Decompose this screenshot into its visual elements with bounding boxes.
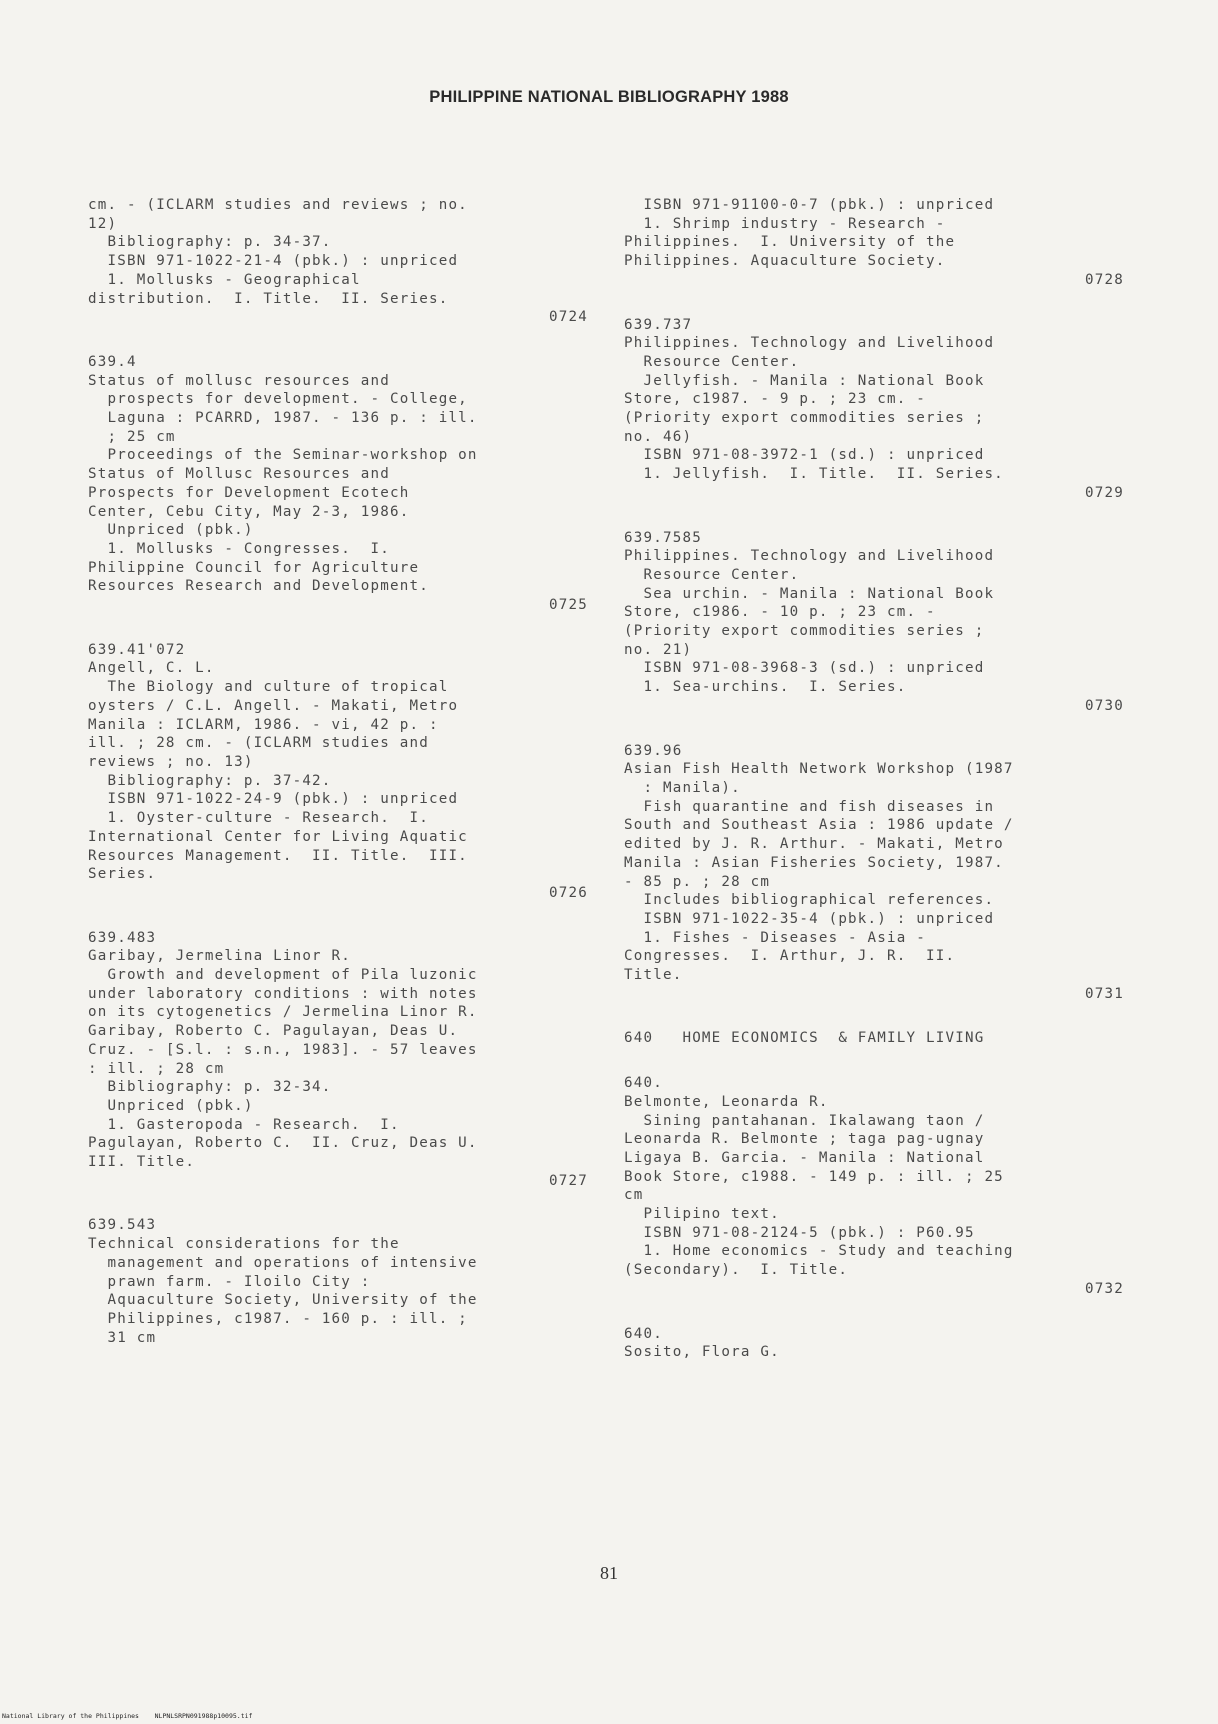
entry-number: 0727 (549, 1172, 588, 1189)
entry-line: Pilipino text. (624, 1206, 780, 1223)
entry-line: - 85 p. ; 28 cm (624, 873, 771, 890)
entry-line: : Manila). (624, 779, 741, 796)
entry-line: prawn farm. - Iloilo City : (88, 1273, 371, 1290)
entry-line: Resources Management. II. Title. III. (88, 847, 468, 864)
entry-line: 639.483 (88, 929, 157, 946)
entry-line: Store, c1986. - 10 p. ; 23 cm. - (624, 604, 936, 621)
entry-line: (Priority export commodities series ; (624, 623, 985, 640)
entry-line: 1. Jellyfish. I. Title. II. Series. (624, 466, 1004, 483)
entry-line: Proceedings of the Seminar-workshop on (88, 447, 478, 464)
entry-line: Philippines. Aquaculture Society. (624, 253, 946, 270)
entry-line: 639.41'072 (88, 641, 186, 658)
entry-line: Asian Fish Health Network Workshop (1987 (624, 761, 1014, 778)
bibliography-entry (624, 1325, 1124, 1362)
entry-line: Laguna : PCARRD, 1987. - 136 p. : ill. (88, 410, 478, 427)
entry-line: 1. Fishes - Diseases - Asia - (624, 929, 926, 946)
entry-number: 0728 (1085, 271, 1124, 288)
entry-line: 640. (624, 1075, 663, 1092)
entry-number: 0729 (1085, 484, 1124, 501)
entry-line: Unpriced (pbk.) (88, 1097, 254, 1114)
entry-line: Manila : Asian Fisheries Society, 1987. (624, 854, 1004, 871)
entry-line: distribution. I. Title. II. Series. (88, 290, 449, 307)
bibliography-entry (624, 1029, 1124, 1048)
bibliography-entry (624, 1074, 1124, 1298)
entry-line: no. 46) (624, 428, 693, 445)
entry-line: 639.4 (88, 353, 137, 370)
bibliography-entry (624, 742, 1124, 1004)
entry-line: Includes bibliographical references. (624, 892, 995, 909)
entry-line: 31 cm (88, 1329, 157, 1346)
entry-number: 0725 (549, 597, 588, 614)
page-header: PHILIPPINE NATIONAL BIBLIOGRAPHY 1988 (429, 88, 789, 106)
entry-line: under laboratory conditions : with notes (88, 985, 478, 1002)
entry-line: 1. Gasteropoda - Research. I. (88, 1116, 400, 1133)
left-column (88, 196, 588, 1373)
entry-line: Jellyfish. - Manila : National Book (624, 372, 985, 389)
entry-line: Prospects for Development Ecotech (88, 484, 410, 501)
entry-line: Sea urchin. - Manila : National Book (624, 585, 995, 602)
bibliography-entry (88, 196, 588, 327)
entry-line: Manila : ICLARM, 1986. - vi, 42 p. : (88, 716, 439, 733)
entry-line: ISBN 971-08-3968-3 (sd.) : unpriced (624, 660, 985, 677)
entry-line: Garibay, Jermelina Linor R. (88, 948, 352, 965)
entry-line: Philippines, c1987. - 160 p. : ill. ; (88, 1310, 468, 1327)
entry-line: ISBN 971-1022-21-4 (pbk.) : unpriced (88, 253, 459, 270)
bibliography-entry (624, 316, 1124, 503)
entry-line: Philippines. I. University of the (624, 234, 956, 251)
entry-line: Garibay, Roberto C. Pagulayan, Deas U. (88, 1023, 459, 1040)
entry-line: Ligaya B. Garcia. - Manila : National (624, 1149, 985, 1166)
entry-line: Philippine Council for Agriculture (88, 559, 420, 576)
entry-line: 640. (624, 1325, 663, 1342)
entry-line: ISBN 971-91100-0-7 (pbk.) : unpriced (624, 197, 995, 213)
entry-line: : ill. ; 28 cm (88, 1060, 225, 1077)
entry-line: Book Store, c1988. - 149 p. : ill. ; 25 (624, 1168, 1004, 1185)
entry-line: Cruz. - [S.l. : s.n., 1983]. - 57 leaves (88, 1041, 478, 1058)
entry-line: 1. Shrimp industry - Research - (624, 215, 946, 232)
entry-number: 0726 (549, 884, 588, 901)
entry-line: ISBN 971-08-3972-1 (sd.) : unpriced (624, 447, 985, 464)
entry-line: Technical considerations for the (88, 1236, 400, 1253)
entry-line: Aquaculture Society, University of the (88, 1292, 478, 1309)
entry-line: III. Title. (88, 1154, 196, 1171)
entry-line: Resource Center. (624, 353, 800, 370)
entry-line: ; 25 cm (88, 428, 176, 445)
entry-line: Resource Center. (624, 566, 800, 583)
entry-line: prospects for development. - College, (88, 391, 468, 408)
entry-line: Store, c1987. - 9 p. ; 23 cm. - (624, 391, 926, 408)
entry-line: Pagulayan, Roberto C. II. Cruz, Deas U. (88, 1135, 478, 1152)
entry-line: ill. ; 28 cm. - (ICLARM studies and (88, 735, 429, 752)
entry-line: 12) (88, 215, 118, 232)
entry-line: ISBN 971-1022-35-4 (pbk.) : unpriced (624, 910, 995, 927)
entry-line: Philippines. Technology and Livelihood (624, 335, 995, 352)
entry-line: management and operations of intensive (88, 1254, 478, 1271)
bibliography-entry (624, 196, 1124, 290)
scan-footer: National Library of the Philippines NLPNLSRPN091988p10095.tif (2, 1712, 253, 1720)
entry-line: 1. Mollusks - Congresses. I. (88, 540, 390, 557)
entry-line: 1. Sea-urchins. I. Series. (624, 679, 907, 696)
entry-line: 639.737 (624, 316, 693, 333)
entry-line: Status of Mollusc Resources and (88, 466, 390, 483)
page-number: 81 (600, 1563, 618, 1583)
bibliography-entry (88, 1216, 588, 1347)
entry-line: Leonarda R. Belmonte ; taga pag-ugnay (624, 1131, 985, 1148)
entry-line: 639.96 (624, 742, 683, 759)
entry-line: Resources Research and Development. (88, 578, 429, 595)
entry-line: International Center for Living Aquatic (88, 828, 468, 845)
entry-line: Unpriced (pbk.) (88, 522, 254, 539)
entry-line: 1. Home economics - Study and teaching (624, 1243, 1014, 1260)
bibliography-entry (88, 353, 588, 615)
entry-line: Fish quarantine and fish diseases in (624, 798, 995, 815)
entry-line: (Priority export commodities series ; (624, 410, 985, 427)
entry-number: 0731 (1085, 985, 1124, 1002)
entry-line: ISBN 971-08-2124-5 (pbk.) : P60.95 (624, 1224, 975, 1241)
entry-line: 639.543 (88, 1217, 157, 1234)
entry-line: Sosito, Flora G. (624, 1344, 780, 1361)
entry-line: 1. Oyster-culture - Research. I. (88, 810, 429, 827)
entry-line: 640 HOME ECONOMICS & FAMILY LIVING (624, 1030, 985, 1047)
entry-line: ISBN 971-1022-24-9 (pbk.) : unpriced (88, 791, 459, 808)
entry-line: Status of mollusc resources and (88, 372, 390, 389)
bibliography-entry (88, 929, 588, 1191)
entry-line: Bibliography: p. 32-34. (88, 1079, 332, 1096)
entry-line: Series. (88, 866, 157, 883)
entry-line: reviews ; no. 13) (88, 753, 254, 770)
entry-line: (Secondary). I. Title. (624, 1262, 849, 1279)
entry-line: Sining pantahanan. Ikalawang taon / (624, 1112, 985, 1129)
entry-line: no. 21) (624, 641, 693, 658)
bibliography-entry (88, 641, 588, 903)
entry-line: Congresses. I. Arthur, J. R. II. (624, 948, 956, 965)
entry-number: 0724 (549, 309, 588, 326)
entry-line: Belmonte, Leonarda R. (624, 1093, 829, 1110)
entry-line: Growth and development of Pila luzonic (88, 967, 478, 984)
entry-line: South and Southeast Asia : 1986 update / (624, 817, 1014, 834)
bibliography-entry (624, 529, 1124, 716)
right-column (624, 196, 1124, 1388)
entry-line: cm (624, 1187, 644, 1204)
entry-line: Bibliography: p. 34-37. (88, 234, 332, 251)
entry-line: edited by J. R. Arthur. - Makati, Metro (624, 836, 1004, 853)
entry-line: Angell, C. L. (88, 660, 215, 677)
entry-number: 0730 (1085, 697, 1124, 714)
entry-line: Philippines. Technology and Livelihood (624, 548, 995, 565)
entry-line: Bibliography: p. 37-42. (88, 772, 332, 789)
entry-line: cm. - (ICLARM studies and reviews ; no. (88, 197, 468, 213)
entry-line: 1. Mollusks - Geographical (88, 271, 361, 288)
entry-line: 639.7585 (624, 529, 702, 546)
entry-line: Center, Cebu City, May 2-3, 1986. (88, 503, 410, 520)
entry-line: Title. (624, 967, 683, 984)
entry-line: oysters / C.L. Angell. - Makati, Metro (88, 697, 459, 714)
entry-number: 0732 (1085, 1280, 1124, 1297)
entry-line: The Biology and culture of tropical (88, 679, 449, 696)
entry-line: on its cytogenetics / Jermelina Linor R. (88, 1004, 478, 1021)
